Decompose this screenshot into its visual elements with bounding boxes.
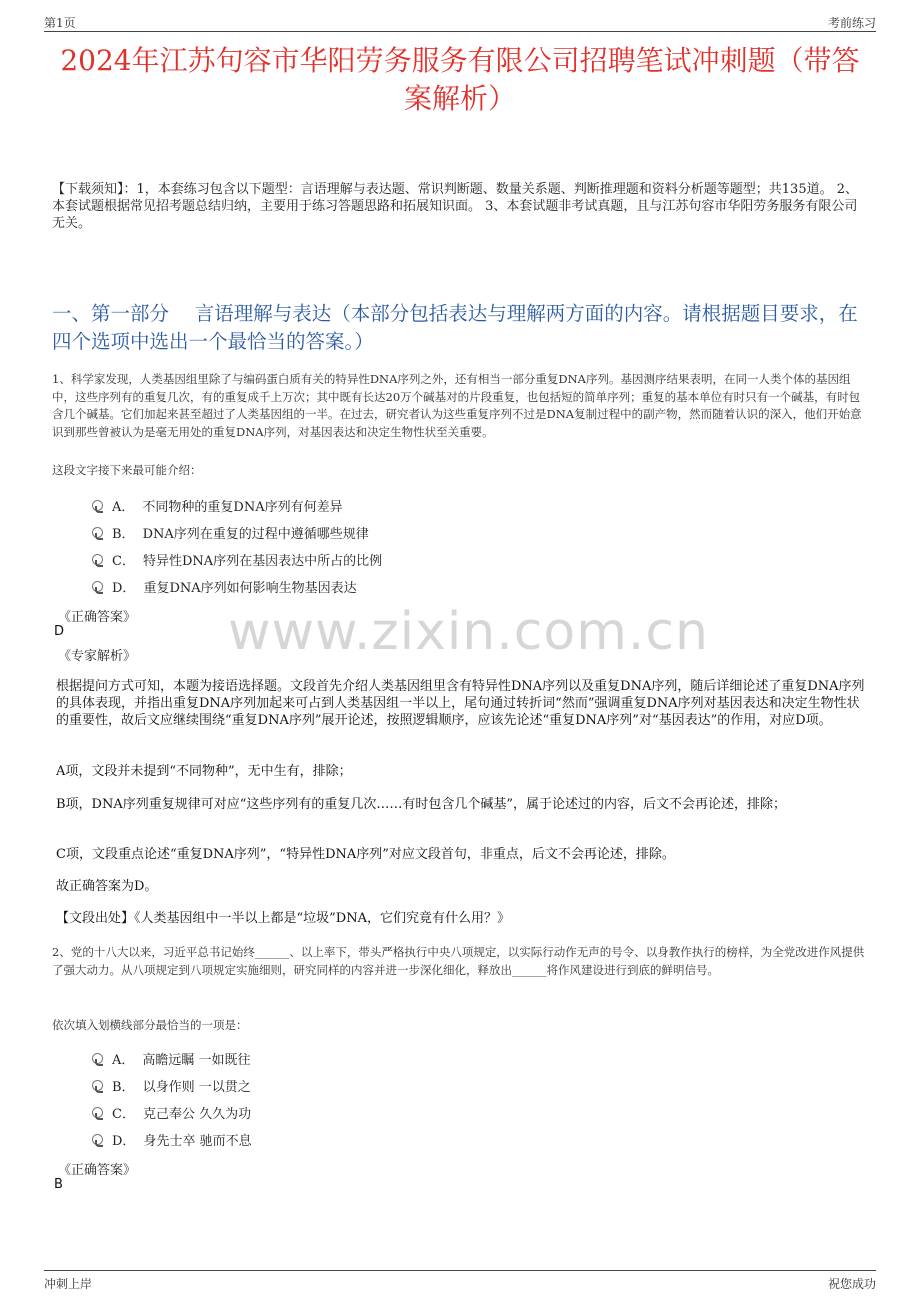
- option-letter: A．: [112, 1053, 135, 1068]
- question-2-text: 2、党的十八大以来，习近平总书记始终______、以上率下，带头严格执行中央八项规定，以实际行动作无声的号令、以身教作执行的榜样，为全党改进作风提供了强大动力。从八项规定到八项规定实施细则，研究同样的内容并进一步深化细化，释放出______将作风建设进行到底的鲜明信号。: [52, 945, 865, 977]
- option-c[interactable]: [92, 546, 382, 573]
- question-2-prompt: 依次填入划横线部分最恰当的一项是：: [52, 1018, 248, 1032]
- footer-right: 祝您成功: [827, 1277, 876, 1291]
- option-d[interactable]: [92, 573, 382, 600]
- radio-icon[interactable]: [92, 554, 103, 565]
- option-a[interactable]: [92, 492, 382, 519]
- option-letter: D．: [112, 581, 136, 596]
- page-header: [44, 12, 876, 32]
- option-d[interactable]: [92, 1126, 252, 1153]
- analysis-paragraph: 故正确答案为D。: [56, 879, 158, 894]
- question-1-prompt: 这段文字接下来最可能介绍：: [52, 463, 202, 477]
- analysis-paragraph: 根据提问方式可知，本题为接语选择题。文段首先介绍人类基因组里含有特异性DNA序列以及重复DNA序列，随后详细论述了重复DNA序列的具体表现，并指出重复DNA序列加起来可占到人类基因组一半以上，尾句通过转折词“然而”强调重复DNA序列对基因表达和决定生物性状的重要性，故后文应继续围绕“重复DNA序列”展开论述，按照逻辑顺序，应该先论述“重复DNA序列”对“基因表达”的作用，对应D项。: [56, 679, 865, 728]
- download-notice: 【下载须知】：1，本套练习包含以下题型：言语理解与表达题、常识判断题、数量关系题、判断推理题和资料分析题等题型；共135道。 2、本套试题根据常见招考题总结归纳，主要用于练习答题思路和拓展知识面。 3、本套试题非考试真题，且与江苏句容市华阳劳务服务有限公司无关。: [52, 182, 858, 231]
- option-text: 高瞻远瞩 一如既往: [142, 1053, 251, 1068]
- radio-icon[interactable]: [92, 1053, 103, 1064]
- radio-icon[interactable]: [92, 1134, 103, 1145]
- option-text: 重复DNA序列如何影响生物基因表达: [143, 581, 357, 596]
- radio-icon[interactable]: [92, 527, 103, 538]
- option-letter: D．: [112, 1134, 136, 1149]
- option-letter: C．: [112, 1107, 135, 1122]
- analysis-label: 《专家解析》: [58, 649, 137, 664]
- answer-value: D: [54, 624, 65, 639]
- header-label: 考前练习: [827, 16, 876, 30]
- option-b[interactable]: [92, 519, 382, 546]
- question-1-text: 1、科学家发现，人类基因组里除了与编码蛋白质有关的特异性DNA序列之外，还有相当一部分重复DNA序列。基因测序结果表明，在同一人类个体的基因组中，这些序列有的重复几次，有的重复成千上万次；其中既有长达20万个碱基对的片段重复，也包括短的简单序列；重复的基本单位有时只有一个碱基，有时包含几个碱基。它们加起来甚至超过了人类基因组的一半。在过去，研究者认为这些重复序列不过是DNA复制过程中的副产物，然而随着认识的深入，他们开始意识到那些曾被认为是毫无用处的重复DNA序列，对基因表达和决定生物性状至关重要。: [52, 372, 862, 439]
- option-letter: C．: [112, 554, 135, 569]
- option-text: 以身作则 一以贯之: [142, 1080, 251, 1095]
- question-2-options: [92, 1045, 252, 1153]
- watermark: www.zixin.com.cn: [228, 602, 709, 662]
- analysis-paragraph: C项，文段重点论述“重复DNA序列”，“特异性DNA序列”对应文段首句，非重点，后文不会再论述，排除。: [56, 847, 675, 862]
- option-text: 不同物种的重复DNA序列有何差异: [142, 500, 343, 515]
- option-c[interactable]: [92, 1099, 252, 1126]
- answer-label: 《正确答案》: [58, 610, 137, 625]
- option-text: DNA序列在重复的过程中遵循哪些规律: [142, 527, 369, 542]
- option-b[interactable]: [92, 1072, 252, 1099]
- option-letter: B．: [112, 527, 135, 542]
- option-text: 身先士卒 驰而不息: [143, 1134, 252, 1149]
- option-text: 特异性DNA序列在基因表达中所占的比例: [142, 554, 383, 569]
- section-heading: 一、第一部分 言语理解与表达（本部分包括表达与理解两方面的内容。请根据题目要求，在四个选项中选出一个最恰当的答案。）: [52, 302, 858, 353]
- answer-value: B: [54, 1177, 63, 1192]
- analysis-paragraph: A项，文段并未提到“不同物种”，无中生有，排除；: [56, 764, 352, 779]
- footer-left: 冲刺上岸: [44, 1277, 93, 1291]
- radio-icon[interactable]: [92, 1080, 103, 1091]
- option-a[interactable]: [92, 1045, 252, 1072]
- option-letter: B．: [112, 1080, 135, 1095]
- answer-label: 《正确答案》: [58, 1163, 137, 1178]
- radio-icon[interactable]: [92, 581, 103, 592]
- question-1-options: [92, 492, 382, 600]
- source-citation: 【文段出处】《人类基因组中一半以上都是“垃圾”DNA，它们究竟有什么用？》: [56, 911, 510, 926]
- analysis-paragraph: B项，DNA序列重复规律可对应“这些序列有的重复几次……有时包含几个碱基”，属于论述过的内容，后文不会再论述，排除；: [56, 797, 787, 812]
- option-letter: A．: [112, 500, 135, 515]
- page-number: 第1页: [44, 16, 76, 30]
- radio-icon[interactable]: [92, 1107, 103, 1118]
- radio-icon[interactable]: [92, 500, 103, 511]
- document-title: 2024年江苏句容市华阳劳务服务有限公司招聘笔试冲刺题（带答案解析）: [60, 44, 860, 115]
- option-text: 克己奉公 久久为功: [142, 1107, 252, 1122]
- page-footer: [44, 1270, 876, 1294]
